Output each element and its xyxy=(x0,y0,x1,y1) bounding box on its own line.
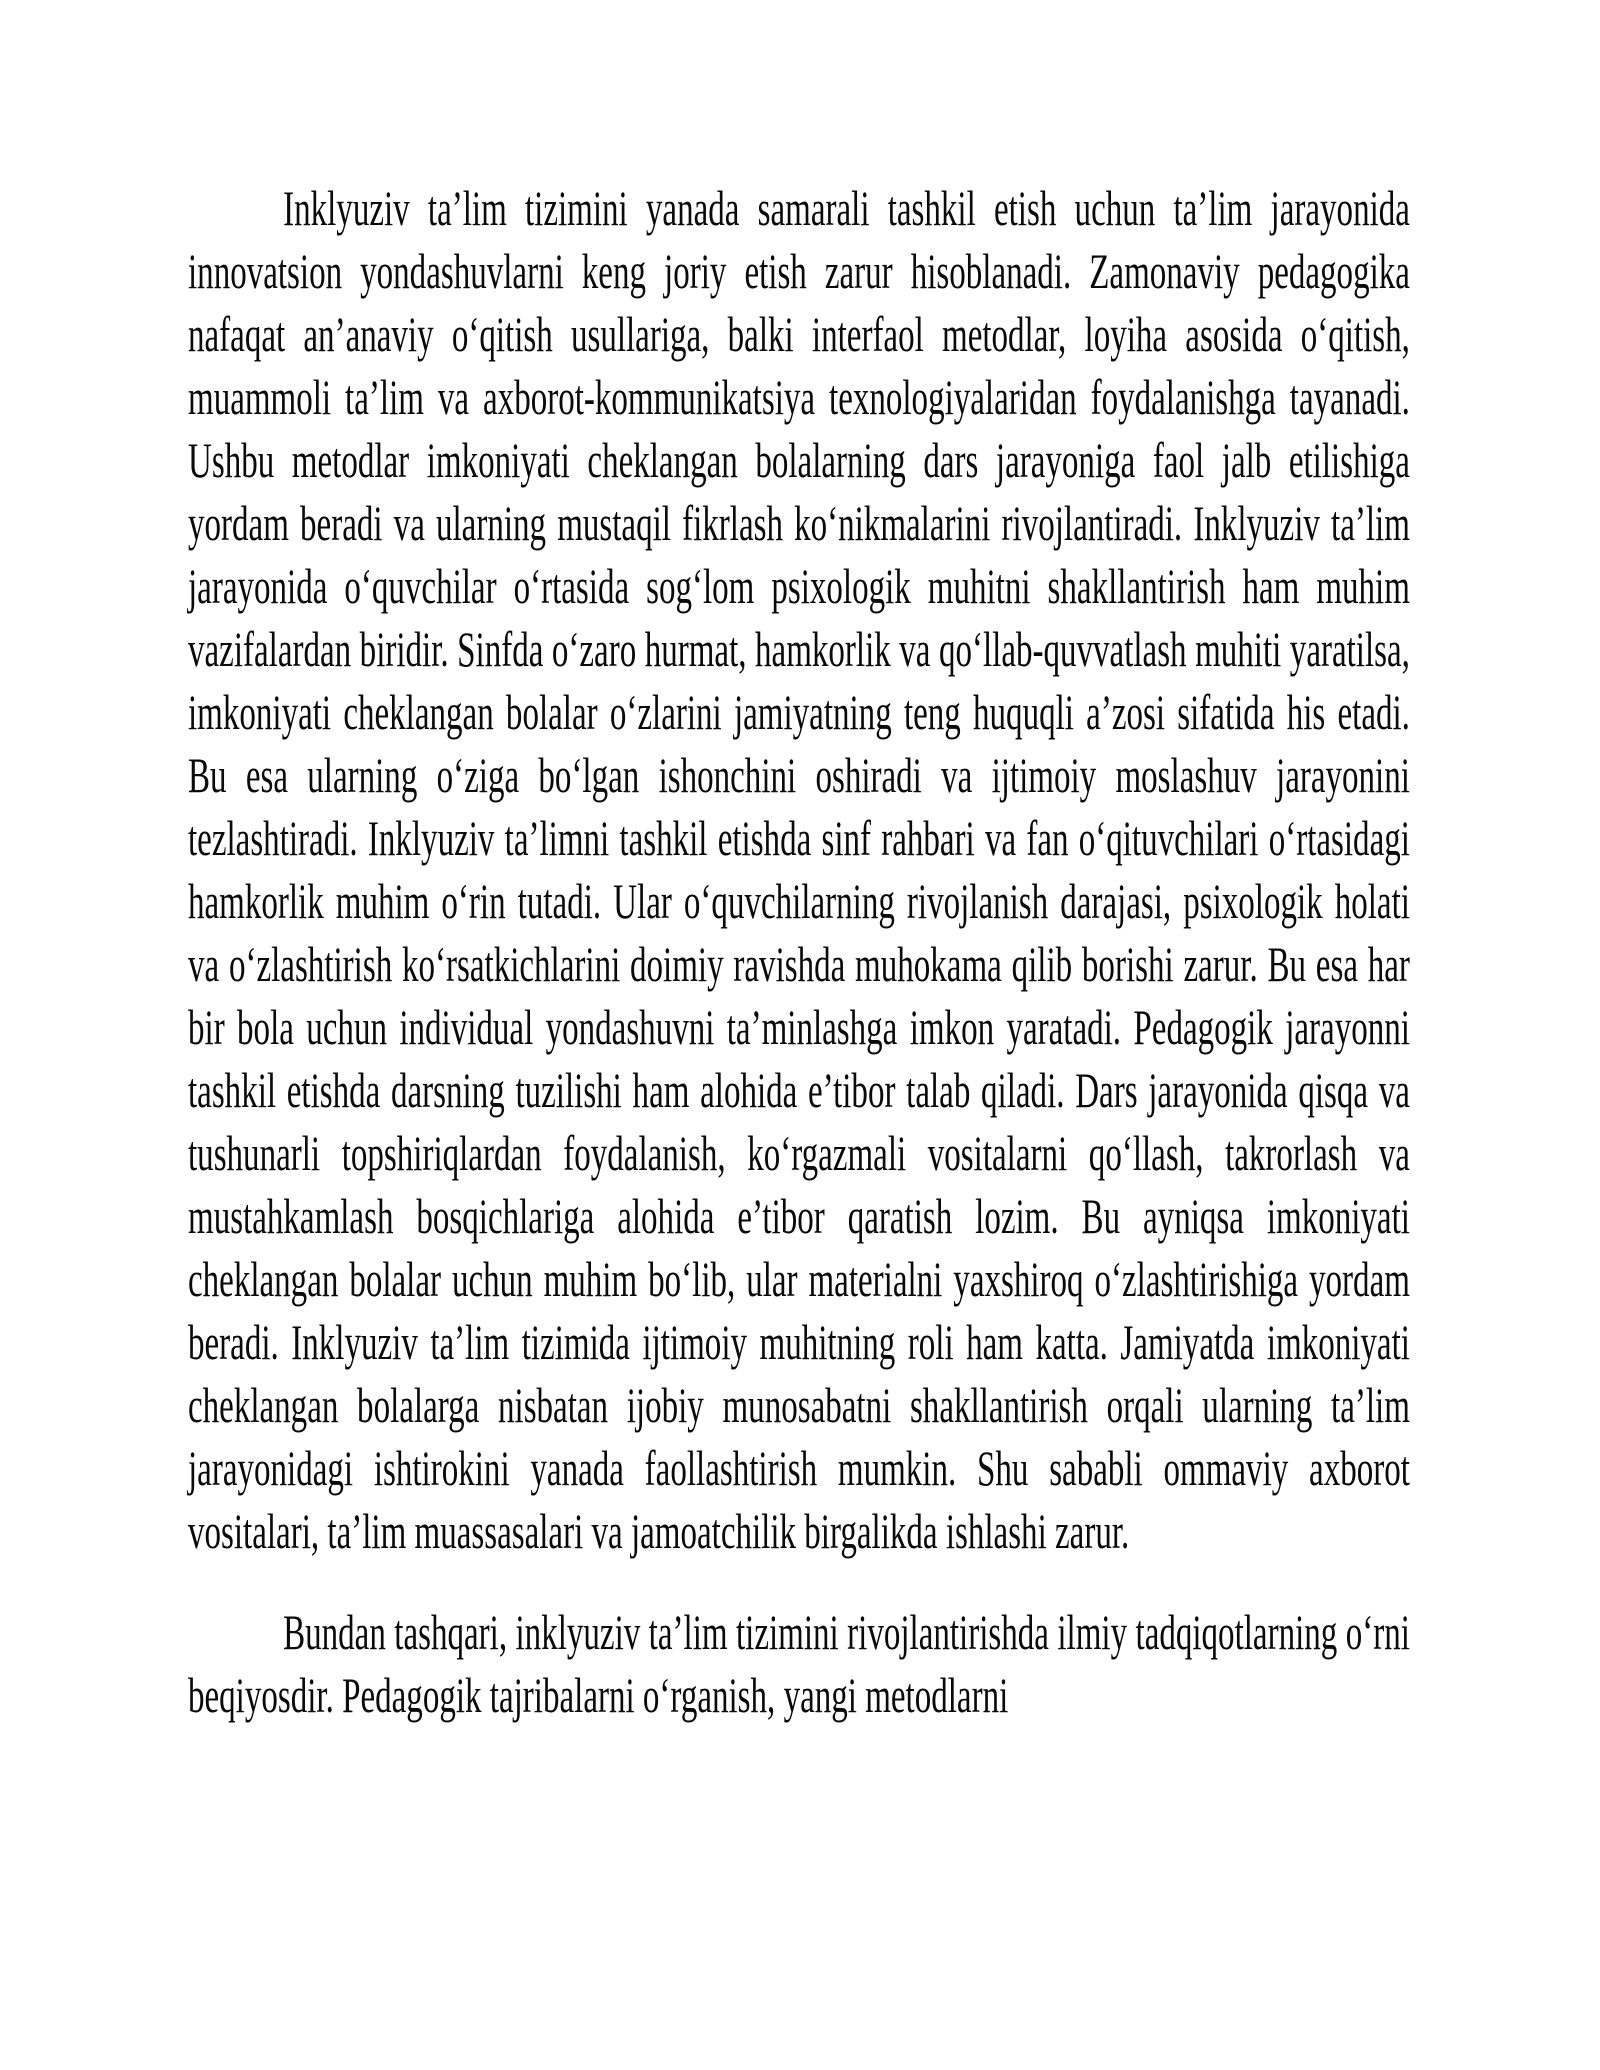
paragraph-2: Bundan tashqari, inklyuziv ta’lim tizimini rivojlantirishda ilmiy tadqiqotlarning oʻrni beqiyosdir. Pedagogik tajribalarni oʻrganish, yangi metodlarni xyxy=(188,1604,1410,1723)
paragraph-1: Inklyuziv ta’lim tizimini yanada samarali tashkil etish uchun ta’lim jarayonida innovatsion yondashuvlarni keng joriy etish zarur hisoblanadi. Zamonaviy pedagogika nafaqat an’anaviy oʻqitish usullariga, balki interfaol metodlar, loyiha asosida oʻqitish, muammoli ta’lim va axborot-kommunikatsiya texnologiyalaridan foydalanishga tayanadi. Ushbu metodlar imkoniyati cheklangan bolalarning dars jarayoniga faol jalb etilishiga yordam beradi va ularning mustaqil fikrlash koʻnikmalarini rivojlantiradi. Inklyuziv ta’lim jarayonida oʻquvchilar oʻrtasida sogʻlom psixologik muhitni shakllantirish ham muhim vazifalardan biridir. Sinfda oʻzaro hurmat, hamkorlik va qoʻllab-quvvatlash muhiti yaratilsa, imkoniyati cheklangan bolalar oʻzlarini jamiyatning teng huquqli a’zosi sifatida his etadi. Bu esa ularning oʻziga boʻlgan ishonchini oshiradi va ijtimoiy moslashuv jarayonini tezlashtiradi. Inklyuziv ta’limni tashkil etishda sinf rahbari va fan oʻqituvchilari oʻrtasidagi hamkorlik muhim oʻrin tutadi. Ular oʻquvchilarning rivojlanish darajasi, psixologik holati va oʻzlashtirish koʻrsatkichlarini doimiy ravishda muhokama qilib borishi zarur. Bu esa har bir bola uchun individual yondashuvni ta’minlashga imkon yaratadi. Pedagogik jarayonni tashkil etishda darsning tuzilishi ham alohida e’tibor talab qiladi. Dars jarayonida qisqa va tushunarli topshiriqlardan foydalanish, koʻrgazmali vositalarni qoʻllash, takrorlash va mustahkamlash bosqichlariga alohida e’tibor qaratish lozim. Bu ayniqsa imkoniyati cheklangan bolalar uchun muhim boʻlib, ular materialni yaxshiroq oʻzlashtirishiga yordam beradi. Inklyuziv ta’lim tizimida ijtimoiy muhitning roli ham katta. Jamiyatda imkoniyati cheklangan bolalarga nisbatan ijobiy munosabatni shakllantirish orqali ularning ta’lim jarayonidagi ishtirokini yanada faollashtirish mumkin. Shu sababli ommaviy axborot vositalari, ta’lim muassasalari va jamoatchilik birgalikda ishlashi zarur. xyxy=(188,180,1410,1559)
document-body xyxy=(188,177,1410,1727)
